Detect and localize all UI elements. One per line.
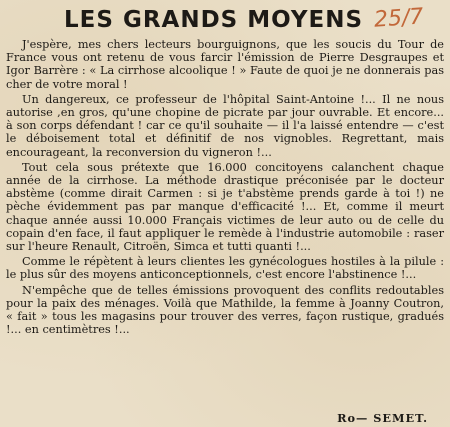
paragraph-5: N'empêche que de telles émissions provoquent des conflits redoutables pour la paix des ménages. Voilà que Mathilde, la femme à Joanny Coutron, « fait » tous les magasins pour trouver des verres, façon rustique, gradués !... en centimètres !... — [6, 283, 444, 337]
article-title: LES GRANDS MOYENS — [64, 7, 364, 33]
paragraph-2: Un dangereux, ce professeur de l'hôpital Saint-Antoine !... Il ne nous autorise ,en gros, qu'une chopine de picrate par jour ouvrable. Et encore... à son corps défendant ! car ce qu'il souhaite — il l'a laissé entendre — c'est le déboisement total et définitif de nos vignobles. Regrettant, mais encourageant, la reconversion du vigneron !... — [6, 92, 444, 159]
article-body — [6, 38, 444, 336]
title-row — [6, 6, 444, 38]
handwritten-date-note: 25/7 — [373, 4, 425, 33]
paragraph-4: Comme le répètent à leurs clientes les gynécologues hostiles à la pilule : le plus sûr des moyens anticonceptionnels, c'est encore l'abstinence !... — [6, 255, 444, 282]
paragraph-3: Tout cela sous prétexte que 16.000 concitoyens calanchent chaque année de la cirrhose. La méthode drastique préconisée par le docteur abstème (comme dirait Carmen : si je t'abstème prends garde à toi !) ne pèche évidemment pas par manque d'efficacité !... Et, comme il meurt chaque année aussi 10.000 Français victimes de leur auto ou de celle du copain d'en face, il faut appliquer le remède à l'industrie automobile : raser sur l'heure Renault, Citroën, Simca et tutti quanti !... — [6, 160, 444, 254]
paragraph-1: J'espère, mes chers lecteurs bourguignons, que les soucis du Tour de France vous ont retenu de vous farcir l'émission de Pierre Desgraupes et Igor Barrère : « La cirrhose alcoolique ! » Faute de quoi je ne donnerais pas cher de votre moral ! — [6, 38, 444, 91]
author-signature: Ro— SEMET. — [337, 411, 428, 425]
